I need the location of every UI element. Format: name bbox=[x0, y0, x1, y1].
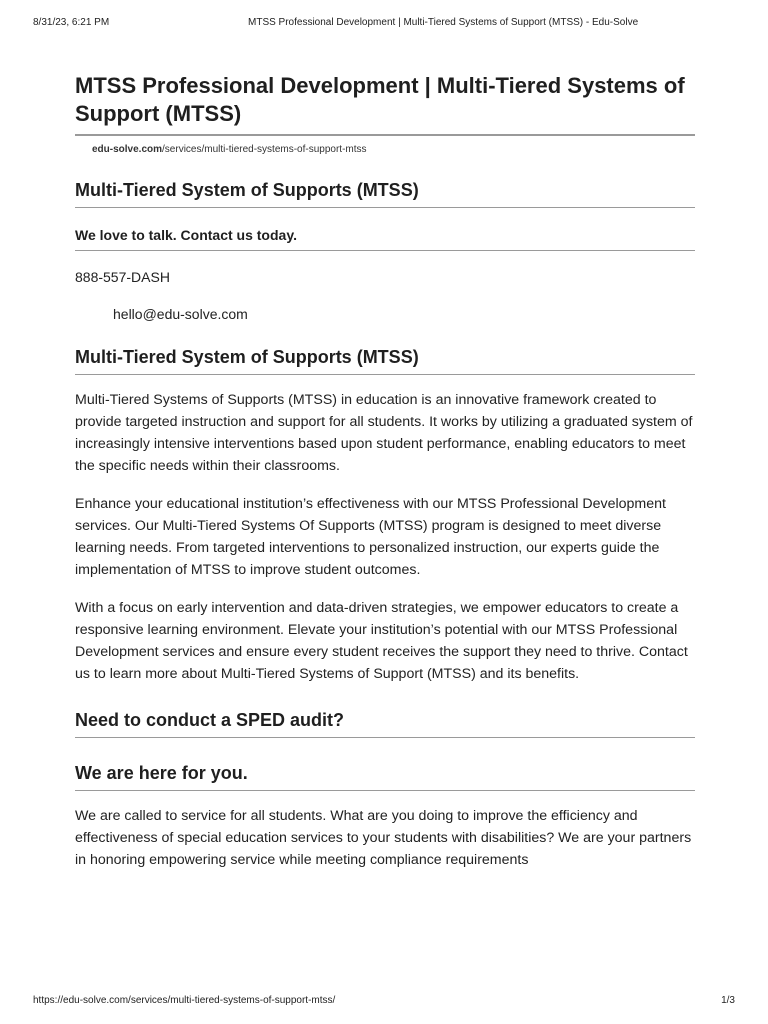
source-url-path[interactable]: /services/multi-tiered-systems-of-support-mtss bbox=[162, 144, 367, 155]
print-footer bbox=[33, 995, 735, 1006]
contact-phone[interactable]: 888-557-DASH bbox=[75, 269, 170, 285]
article bbox=[75, 72, 695, 871]
about-paragraph-3: With a focus on early intervention and data-driven strategies, we empower educators to create a responsive learning environment. Elevate your institution’s potential with our MTSS Professional Development services and ensure every student receives the support they need to thrive. Contact us to learn more about Multi-Tiered Systems of Support (MTSS) and its benefits. bbox=[75, 600, 688, 682]
print-footer-url: https://edu-solve.com/services/multi-tiered-systems-of-support-mtss/ bbox=[33, 995, 336, 1006]
sped-heading: Need to conduct a SPED audit? bbox=[75, 709, 695, 738]
about-paragraph-1: Multi-Tiered Systems of Supports (MTSS) in education is an innovative framework created to provide targeted instruction and support for all students. It works by utilizing a graduated system of increasingly intensive interventions based upon student performance, enabling educators to meet the specific needs within their classrooms. bbox=[75, 392, 693, 474]
page-title: MTSS Professional Development | Multi-Tiered Systems of Support (MTSS) bbox=[75, 72, 695, 136]
contact-heading: Multi-Tiered System of Supports (MTSS) bbox=[75, 179, 695, 208]
contact-email[interactable]: hello@edu-solve.com bbox=[113, 306, 248, 322]
sped-subheading: We are here for you. bbox=[75, 762, 695, 791]
print-document-title: MTSS Professional Development | Multi-Tiered Systems of Support (MTSS) - Edu-Solve bbox=[248, 17, 639, 28]
print-datetime: 8/31/23, 6:21 PM bbox=[33, 17, 110, 28]
about-heading: Multi-Tiered System of Supports (MTSS) bbox=[75, 346, 695, 375]
sped-paragraph: We are called to service for all students. What are you doing to improve the efficiency and effectiveness of special education services to your students with disabilities? We are your partners in honoring empowering service while meeting compliance requirements bbox=[75, 808, 692, 868]
source-url[interactable] bbox=[92, 144, 695, 155]
source-url-domain[interactable]: edu-solve.com bbox=[92, 144, 163, 155]
about-paragraph-2: Enhance your educational institution’s effectiveness with our MTSS Professional Development services. Our Multi-Tiered Systems Of Supports (MTSS) program is designed to meet diverse learning needs. From targeted interventions to personalized instruction, our experts guide the implementation of MTSS to improve student outcomes. bbox=[75, 496, 666, 578]
contact-subheading: We love to talk. Contact us today. bbox=[75, 226, 695, 251]
page-number: 1/3 bbox=[721, 995, 735, 1006]
